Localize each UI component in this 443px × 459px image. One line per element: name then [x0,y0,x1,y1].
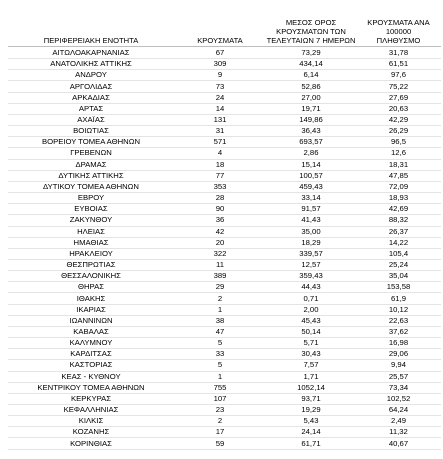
cell-cases: 28 [174,193,266,204]
cell-cases: 322 [174,248,266,259]
cell-7-day-average: 12,57 [266,259,356,270]
cell-7-day-average: 5,43 [266,416,356,427]
cell-7-day-average: 359,43 [266,271,356,282]
table-row [8,416,441,427]
header-cases-per-100000: ΚΡΟΥΣΜΑΤΑ ΑΝΑ 100000 ΠΛΗΘΥΣΜΟ [367,18,430,45]
cell-7-day-average: 339,57 [266,248,356,259]
cell-7-day-average: 0,71 [266,293,356,304]
cell-cases: 571 [174,137,266,148]
table-row [8,148,441,159]
cell-cases: 2 [174,293,266,304]
cell-cases-per-100000: 10,12 [356,304,441,315]
cell-regional-unit: ΕΥΒΟΙΑΣ [8,204,174,215]
cell-cases-per-100000: 26,29 [356,126,441,137]
cell-regional-unit: ΓΡΕΒΕΝΩΝ [8,148,174,159]
table-row [8,282,441,293]
cell-7-day-average: 93,71 [266,393,356,404]
cell-cases: 18 [174,159,266,170]
cell-cases-per-100000: 40,67 [356,438,441,449]
cell-7-day-average: 52,86 [266,81,356,92]
cell-cases-per-100000: 64,24 [356,405,441,416]
cell-regional-unit: ΚΟΡΙΝΘΙΑΣ [8,438,174,449]
cell-regional-unit: ΘΕΣΣΑΛΟΝΙΚΗΣ [8,271,174,282]
cell-regional-unit: ΑΡΤΑΣ [8,103,174,114]
cell-regional-unit: ΘΗΡΑΣ [8,282,174,293]
cell-cases-per-100000: 31,78 [356,48,441,59]
cell-cases: 11 [174,259,266,270]
table-row [8,338,441,349]
cell-regional-unit: ΘΕΣΠΡΩΤΙΑΣ [8,259,174,270]
cell-cases: 36 [174,215,266,226]
cell-cases: 23 [174,405,266,416]
cell-regional-unit: ΗΡΑΚΛΕΙΟΥ [8,248,174,259]
cell-7-day-average: 149,86 [266,114,356,125]
cell-7-day-average: 1,71 [266,371,356,382]
table-row [8,48,441,59]
table-row [8,360,441,371]
cell-cases: 24 [174,92,266,103]
cell-cases-per-100000: 25,24 [356,259,441,270]
table-row [8,427,441,438]
cell-regional-unit: ΔΥΤΙΚΟΥ ΤΟΜΕΑ ΑΘΗΝΩΝ [8,181,174,192]
table-row [8,248,441,259]
cell-cases-per-100000: 88,32 [356,215,441,226]
cell-cases-per-100000: 75,22 [356,81,441,92]
cases-table [8,48,441,450]
table-row [8,215,441,226]
cell-cases: 20 [174,237,266,248]
cell-cases: 309 [174,59,266,70]
cell-regional-unit: ΑΙΤΩΛΟΑΚΑΡΝΑΝΙΑΣ [8,48,174,59]
cell-cases: 5 [174,338,266,349]
cell-7-day-average: 19,29 [266,405,356,416]
table-row [8,382,441,393]
cell-cases-per-100000: 20,63 [356,103,441,114]
cell-cases: 59 [174,438,266,449]
table-row [8,405,441,416]
cell-7-day-average: 459,43 [266,181,356,192]
cell-regional-unit: ΑΡΓΟΛΙΔΑΣ [8,81,174,92]
table-row [8,204,441,215]
cell-7-day-average: 91,57 [266,204,356,215]
table-row [8,349,441,360]
cell-regional-unit: ΔΥΤΙΚΗΣ ΑΤΤΙΚΗΣ [8,170,174,181]
header-7-day-average: ΜΕΣΟΣ ΟΡΟΣ ΚΡΟΥΣΜΑΤΩΝ ΤΩΝ ΤΕΛΕΥΤΑΙΩΝ 7 ΗΜΕΡΩΝ [266,18,356,45]
cell-cases: 131 [174,114,266,125]
table-row [8,103,441,114]
cell-cases-per-100000: 42,69 [356,204,441,215]
table-row [8,438,441,449]
cell-7-day-average: 7,57 [266,360,356,371]
cell-cases-per-100000: 14,22 [356,237,441,248]
cell-7-day-average: 5,71 [266,338,356,349]
cell-cases-per-100000: 35,04 [356,271,441,282]
cell-regional-unit: ΚΕΝΤΡΙΚΟΥ ΤΟΜΕΑ ΑΘΗΝΩΝ [8,382,174,393]
cell-regional-unit: ΚΑΒΑΛΑΣ [8,326,174,337]
cell-cases: 47 [174,326,266,337]
cell-regional-unit: ΙΚΑΡΙΑΣ [8,304,174,315]
cell-cases: 17 [174,427,266,438]
cell-cases: 77 [174,170,266,181]
cell-cases-per-100000: 61,9 [356,293,441,304]
cell-regional-unit: ΚΑΡΔΙΤΣΑΣ [8,349,174,360]
cell-regional-unit: ΑΝΔΡΟΥ [8,70,174,81]
cell-7-day-average: 61,71 [266,438,356,449]
table-row [8,81,441,92]
cell-cases: 1 [174,371,266,382]
cell-7-day-average: 30,43 [266,349,356,360]
cell-cases-per-100000: 26,37 [356,226,441,237]
table-row [8,193,441,204]
cell-cases: 14 [174,103,266,114]
table-row [8,126,441,137]
table-body [8,48,441,449]
cell-cases-per-100000: 153,58 [356,282,441,293]
cell-7-day-average: 434,14 [266,59,356,70]
table-row [8,371,441,382]
cell-cases-per-100000: 9,94 [356,360,441,371]
cell-cases: 389 [174,271,266,282]
table-row [8,114,441,125]
cell-cases: 38 [174,315,266,326]
cell-cases: 2 [174,416,266,427]
cell-cases-per-100000: 29,06 [356,349,441,360]
cell-cases-per-100000: 22,63 [356,315,441,326]
cell-regional-unit: ΙΘΑΚΗΣ [8,293,174,304]
cell-regional-unit: ΚΕΡΚΥΡΑΣ [8,393,174,404]
cell-regional-unit: ΚΟΖΑΝΗΣ [8,427,174,438]
cell-7-day-average: 19,71 [266,103,356,114]
table-row [8,59,441,70]
table-row [8,70,441,81]
cell-cases-per-100000: 2,49 [356,416,441,427]
cell-7-day-average: 100,57 [266,170,356,181]
cell-7-day-average: 2,86 [266,148,356,159]
cell-cases-per-100000: 18,31 [356,159,441,170]
cell-cases: 353 [174,181,266,192]
cell-cases-per-100000: 102,52 [356,393,441,404]
table-row [8,137,441,148]
cell-cases-per-100000: 73,34 [356,382,441,393]
cell-cases-per-100000: 42,29 [356,114,441,125]
cell-7-day-average: 50,14 [266,326,356,337]
header-divider [8,46,441,47]
cell-regional-unit: ΚΕΦΑΛΛΗΝΙΑΣ [8,405,174,416]
cell-regional-unit: ΙΩΑΝΝΙΝΩΝ [8,315,174,326]
cell-cases: 67 [174,48,266,59]
cell-cases-per-100000: 105,4 [356,248,441,259]
cell-7-day-average: 33,14 [266,193,356,204]
table-row [8,92,441,103]
cell-regional-unit: ΗΛΕΙΑΣ [8,226,174,237]
cell-7-day-average: 693,57 [266,137,356,148]
table-row [8,259,441,270]
cell-cases-per-100000: 96,5 [356,137,441,148]
cell-7-day-average: 35,00 [266,226,356,237]
table-row [8,393,441,404]
cell-cases: 31 [174,126,266,137]
cell-cases-per-100000: 12,6 [356,148,441,159]
cell-cases: 33 [174,349,266,360]
cell-cases-per-100000: 47,85 [356,170,441,181]
table-row [8,226,441,237]
cell-cases-per-100000: 27,69 [356,92,441,103]
cell-regional-unit: ΔΡΑΜΑΣ [8,159,174,170]
cell-regional-unit: ΑΝΑΤΟΛΙΚΗΣ ΑΤΤΙΚΗΣ [8,59,174,70]
cell-7-day-average: 44,43 [266,282,356,293]
cell-regional-unit: ΚΑΛΥΜΝΟΥ [8,338,174,349]
cell-cases: 42 [174,226,266,237]
cell-7-day-average: 6,14 [266,70,356,81]
cell-regional-unit: ΚΕΑΣ - ΚΥΘΝΟΥ [8,371,174,382]
cell-7-day-average: 27,00 [266,92,356,103]
table-row [8,304,441,315]
table-row [8,159,441,170]
header-regional-unit: ΠΕΡΙΦΕΡΕΙΑΚΗ ΕΝΟΤΗΤΑ [43,36,139,45]
cell-7-day-average: 24,14 [266,427,356,438]
cell-cases: 90 [174,204,266,215]
cell-7-day-average: 15,14 [266,159,356,170]
cell-cases-per-100000: 97,6 [356,70,441,81]
cell-regional-unit: ΒΟΙΩΤΙΑΣ [8,126,174,137]
cell-cases: 107 [174,393,266,404]
cell-regional-unit: ΚΑΣΤΟΡΙΑΣ [8,360,174,371]
cell-cases: 755 [174,382,266,393]
cell-7-day-average: 45,43 [266,315,356,326]
cell-cases: 73 [174,81,266,92]
cell-cases-per-100000: 61,51 [356,59,441,70]
cell-cases: 5 [174,360,266,371]
cell-cases: 1 [174,304,266,315]
cell-cases: 29 [174,282,266,293]
cell-cases-per-100000: 37,62 [356,326,441,337]
cell-regional-unit: ΕΒΡΟΥ [8,193,174,204]
cell-cases: 4 [174,148,266,159]
table-row [8,170,441,181]
table-row [8,271,441,282]
cell-cases-per-100000: 72,09 [356,181,441,192]
cell-cases: 9 [174,70,266,81]
cell-7-day-average: 1052,14 [266,382,356,393]
table-row [8,181,441,192]
cell-cases-per-100000: 25,57 [356,371,441,382]
cell-7-day-average: 36,43 [266,126,356,137]
cell-7-day-average: 41,43 [266,215,356,226]
cell-regional-unit: ΚΙΛΚΙΣ [8,416,174,427]
cell-cases-per-100000: 16,98 [356,338,441,349]
cell-regional-unit: ΒΟΡΕΙΟΥ ΤΟΜΕΑ ΑΘΗΝΩΝ [8,137,174,148]
cell-cases-per-100000: 18,93 [356,193,441,204]
cell-7-day-average: 18,29 [266,237,356,248]
table-row [8,293,441,304]
cell-regional-unit: ΗΜΑΘΙΑΣ [8,237,174,248]
cell-regional-unit: ΑΡΚΑΔΙΑΣ [8,92,174,103]
cell-cases-per-100000: 11,32 [356,427,441,438]
cell-regional-unit: ΑΧΑΪΑΣ [8,114,174,125]
cell-7-day-average: 2,00 [266,304,356,315]
table-row [8,315,441,326]
header-cases: ΚΡΟΥΣΜΑΤΑ [197,36,243,45]
cell-regional-unit: ΖΑΚΥΝΘΟΥ [8,215,174,226]
table-header [0,0,443,47]
table-row [8,326,441,337]
cell-7-day-average: 73,29 [266,48,356,59]
table-row [8,237,441,248]
